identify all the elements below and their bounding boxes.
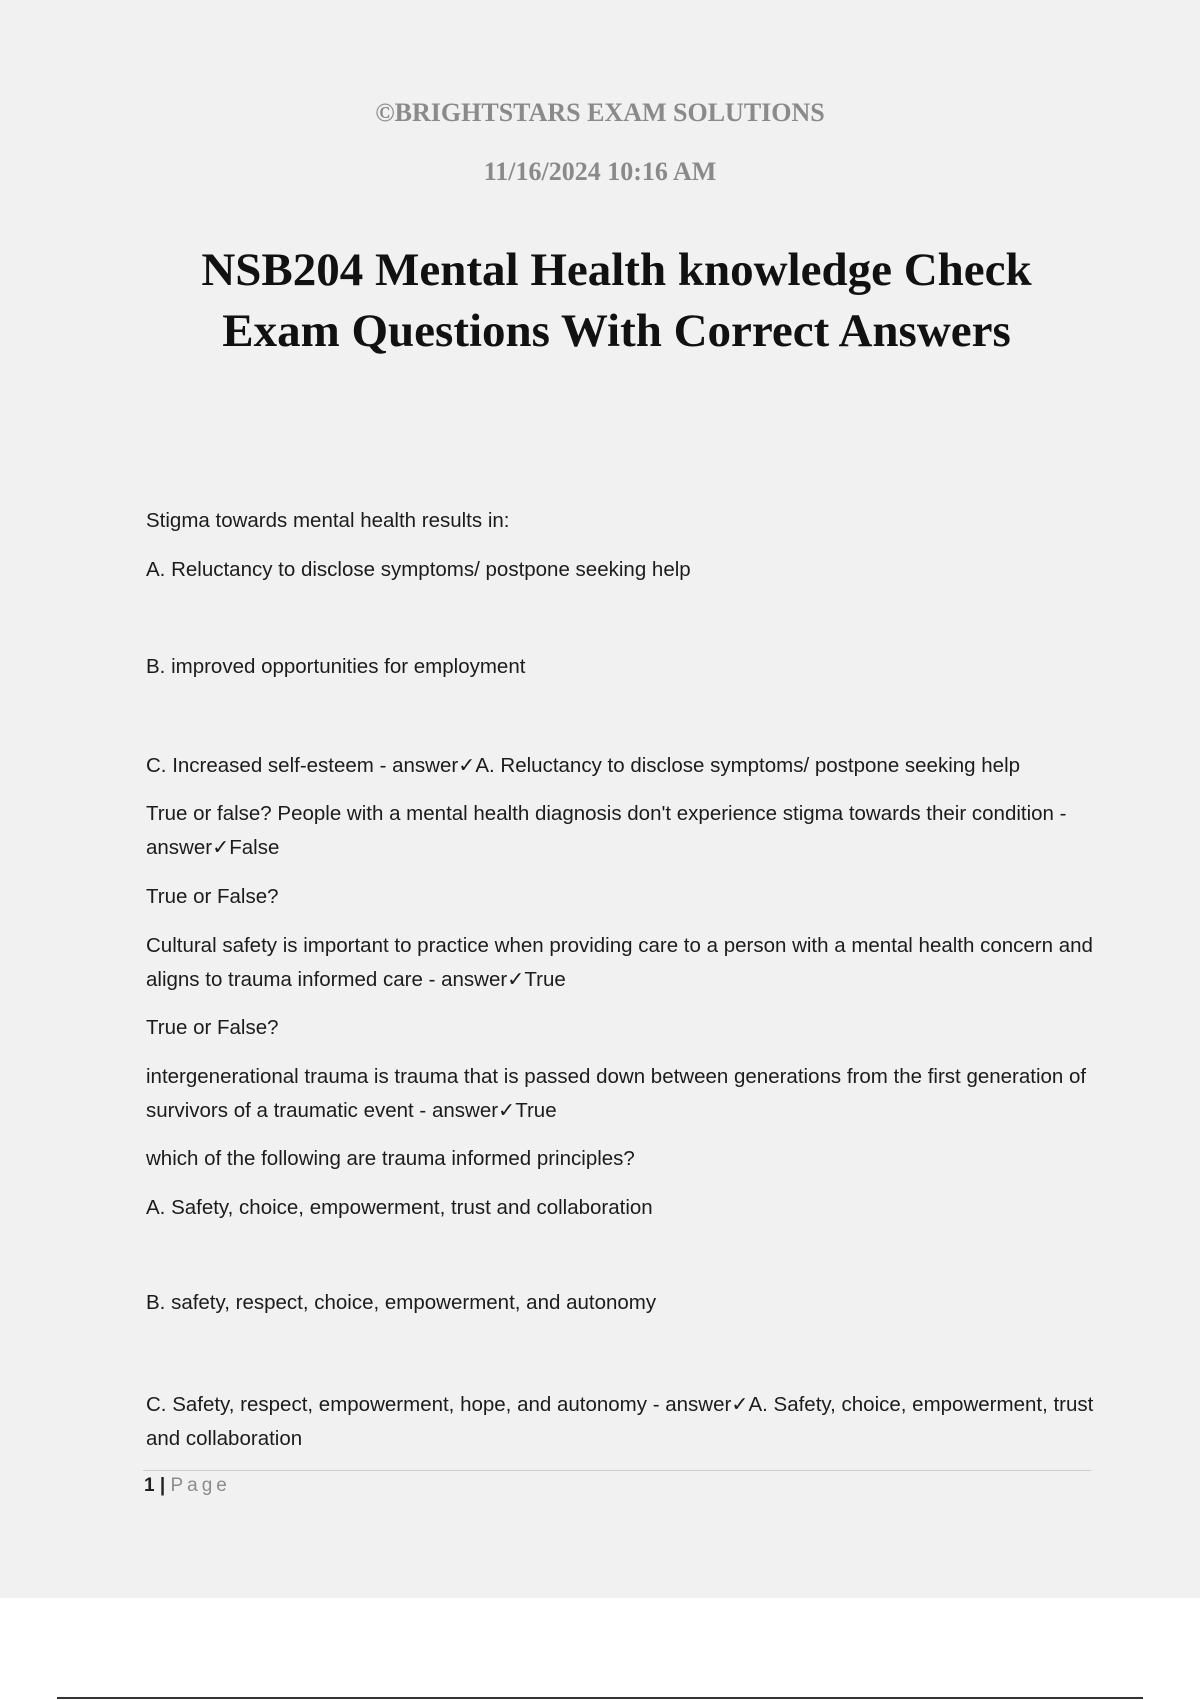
q5-option-a: A. Safety, choice, empowerment, trust and collaboration <box>146 1196 653 1219</box>
copyright-header: ©BRIGHTSTARS EXAM SOLUTIONS <box>375 98 825 127</box>
q1-option-c-answer: C. Increased self-esteem - answer✓A. Reluctancy to disclose symptoms/ postpone seeking help <box>146 754 1021 777</box>
next-page-top-rule <box>57 1697 1143 1699</box>
q1-option-a: A. Reluctancy to disclose symptoms/ postpone seeking help <box>146 558 691 581</box>
q3-body: Cultural safety is important to practice when providing care to a person with a mental health concern and aligns to trauma informed care - answer✓True <box>146 934 1093 991</box>
q2-true-false: True or false? People with a mental health diagnosis don't experience stigma towards their condition - answer✓False <box>146 802 1067 859</box>
page-number: 1 <box>144 1475 155 1496</box>
document-title <box>0 240 1200 362</box>
page-label: Page <box>170 1475 231 1496</box>
q1-option-b: B. improved opportunities for employment <box>146 655 526 678</box>
q5-option-b: B. safety, respect, choice, empowerment, and autonomy <box>146 1291 657 1314</box>
q5-stem: which of the following are trauma informed principles? <box>146 1147 635 1170</box>
title-line-1: NSB204 Mental Health knowledge Check <box>201 244 1032 296</box>
page-separator: | <box>159 1475 166 1496</box>
q4-body: intergenerational trauma is trauma that is passed down between generations from the first generation of survivors of a traumatic event - answer✓True <box>146 1065 1087 1122</box>
timestamp-header: 11/16/2024 10:16 AM <box>483 157 717 186</box>
q5-option-c-answer: C. Safety, respect, empowerment, hope, and autonomy - answer✓A. Safety, choice, empowerment, trust and collaboration <box>146 1393 1094 1450</box>
footer-divider <box>143 1470 1091 1471</box>
q4-stem: True or False? <box>146 1016 279 1039</box>
page-footer <box>144 1474 231 1498</box>
q3-stem: True or False? <box>146 885 279 908</box>
title-line-2: Exam Questions With Correct Answers <box>222 305 1011 357</box>
q1-stem: Stigma towards mental health results in: <box>146 509 510 532</box>
